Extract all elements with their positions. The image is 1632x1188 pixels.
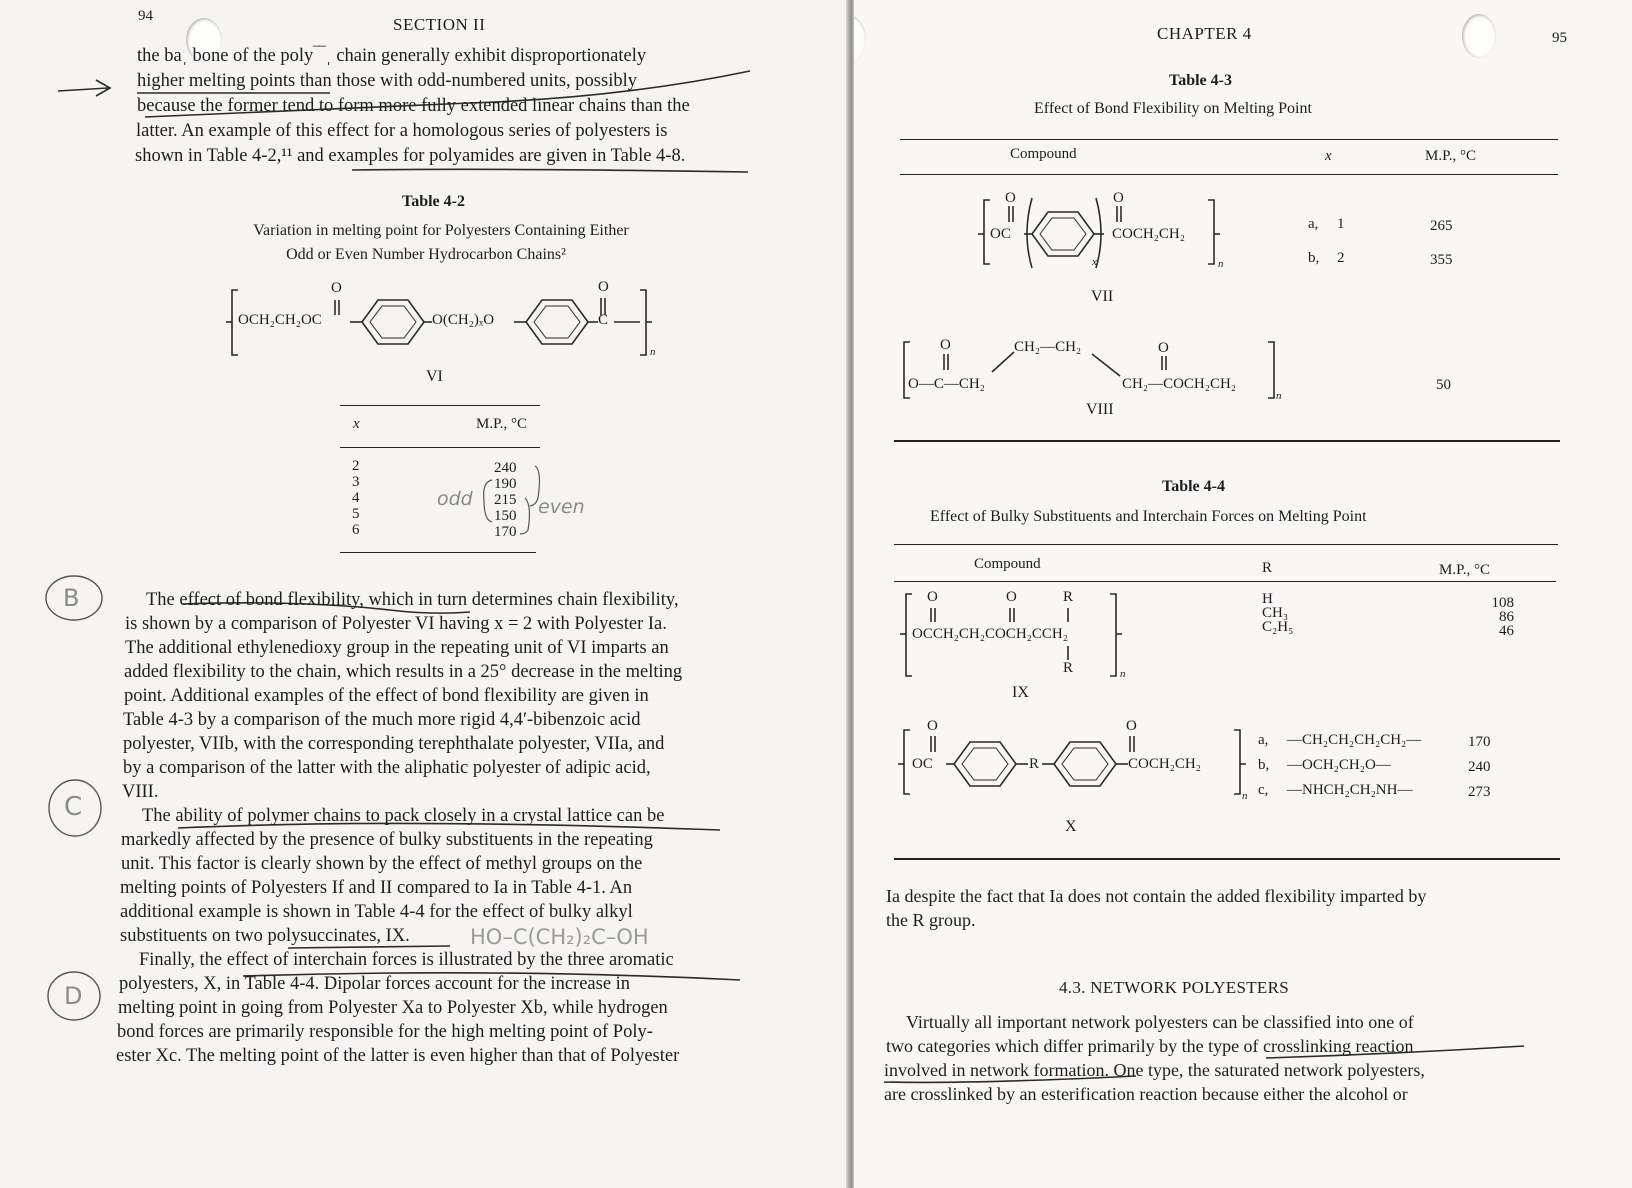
running-head: CHAPTER 4 <box>1157 24 1252 43</box>
table-cell: 108 <box>1491 595 1514 611</box>
table-cell: —CH₂CH₂CH₂CH₂— <box>1287 732 1422 748</box>
column-header-compound: Compound <box>974 556 1041 572</box>
oxygen-label: O <box>927 718 938 734</box>
group-label: OC <box>912 756 933 772</box>
table-cell: 5 <box>352 506 360 522</box>
group-label: O—C—CH₂ <box>908 376 985 392</box>
handwritten-note: even <box>538 496 585 518</box>
group-label: COCH₂CH₂ <box>1112 226 1185 242</box>
subscript-n: n <box>1120 668 1126 680</box>
column-header-x: x <box>353 416 360 432</box>
row-id: c, <box>1258 782 1269 798</box>
text-line: Finally, the effect of interchain forces is illustrated by the three aromatic <box>139 950 674 970</box>
row-id: b, <box>1308 250 1320 266</box>
column-header-mp: M.P., °C <box>1439 562 1491 578</box>
column-header-mp: M.P., °C <box>1425 148 1477 164</box>
column-header-compound: Compound <box>1010 146 1077 162</box>
structure-label: VIII <box>1086 401 1114 418</box>
text-line: because the former tend to form more fully extended linear chains than the <box>137 96 690 116</box>
handwritten-formula: HO–C(CH₂)₂C–OH <box>470 925 649 949</box>
text-line: shown in Table 4-2,¹¹ and examples for polyamides are given in Table 4-8. <box>135 146 686 166</box>
r-label: R <box>1063 660 1074 676</box>
table-cell: 50 <box>1436 377 1451 393</box>
page-number: 95 <box>1552 30 1567 46</box>
table-caption: Odd or Even Number Hydrocarbon Chains² <box>286 246 566 263</box>
table-caption: Variation in melting point for Polyesters Containing Either <box>253 222 629 239</box>
row-id: a, <box>1308 216 1319 232</box>
text-line: by a comparison of the latter with the aliphatic polyester of adipic acid, <box>123 758 651 778</box>
page-number: 94 <box>138 8 153 24</box>
oxygen-label: O <box>1005 190 1016 206</box>
r-label: R <box>1029 756 1040 772</box>
table-cell: —OCH₂CH₂O— <box>1287 757 1391 773</box>
table-cell: CH₃ <box>1262 605 1289 621</box>
table-cell: 240 <box>1468 759 1491 775</box>
text-line: added flexibility to the chain, which results in a 25° decrease in the melting <box>124 662 683 682</box>
annotation-d: D <box>64 982 83 1010</box>
oxygen-label: O <box>940 337 951 353</box>
group-label: OCCH₂CH₂COCH₂CCH₂ <box>912 626 1068 642</box>
text-line: The additional ethylenedioxy group in the repeating unit of VI imparts an <box>125 638 669 658</box>
text-line: involved in network formation. One type, the saturated network polyesters, <box>884 1060 1425 1080</box>
text-line: The effect of bond flexibility, which in turn determines chain flexibility, <box>146 590 679 610</box>
text-line: point. Additional examples of the effect of bond flexibility are given in <box>124 686 649 706</box>
structure-label: IX <box>1012 684 1029 701</box>
table-cell: 6 <box>352 522 360 538</box>
text-line: substituents on two polysuccinates, IX. <box>120 926 410 946</box>
table-cell: 355 <box>1430 252 1453 268</box>
table-cell: 1 <box>1337 216 1345 232</box>
subscript-n: n <box>1276 390 1282 402</box>
group-label: COCH₂CH₂ <box>1128 756 1201 772</box>
table-caption: Effect of Bond Flexibility on Melting Point <box>1034 100 1312 117</box>
structure-label: X <box>1065 818 1077 835</box>
r-label: R <box>1063 589 1074 605</box>
running-head: SECTION II <box>393 15 486 34</box>
text-line: Ia despite the fact that Ia does not contain the added flexibility imparted by <box>886 886 1427 906</box>
table-title: Table 4-2 <box>402 193 465 210</box>
group-label: CH₂—CH₂ <box>1014 339 1082 355</box>
text-line: markedly affected by the presence of bulky substituents in the repeating <box>121 830 653 850</box>
table-cell: 2 <box>352 458 360 474</box>
text-line: latter. An example of this effect for a homologous series of polyesters is <box>136 121 668 141</box>
table-title: Table 4-4 <box>1162 478 1225 495</box>
text-line: the R group. <box>886 910 976 930</box>
text-line: Table 4-3 by a comparison of the much more rigid 4,4′-bibenzoic acid <box>123 710 641 730</box>
handwritten-note: odd <box>437 488 473 510</box>
text-line: polyesters, X, in Table 4-4. Dipolar forces account for the increase in <box>119 974 631 994</box>
table-title: Table 4-3 <box>1169 72 1232 89</box>
column-header-x: x <box>1325 148 1332 164</box>
text-line: Virtually all important network polyesters can be classified into one of <box>906 1012 1414 1032</box>
text-line: the baˌ bone of the poly‾‾ˌ chain generally exhibit disproportionately <box>137 46 647 66</box>
group-label: CH₂—COCH₂CH₂ <box>1122 376 1237 392</box>
table-cell: 215 <box>494 492 517 508</box>
text-line: melting points of Polyesters If and II compared to Ia in Table 4-1. An <box>120 878 633 898</box>
annotation-b: B <box>63 584 80 612</box>
annotation-c: C <box>64 792 83 822</box>
text-line: The ability of polymer chains to pack closely in a crystal lattice can be <box>142 806 665 826</box>
subscript-n: n <box>1218 258 1224 270</box>
text-line: ester Xc. The melting point of the latter is even higher than that of Polyester <box>116 1046 680 1066</box>
row-id: a, <box>1258 732 1269 748</box>
structure-label: VI <box>426 368 443 385</box>
oxygen-label: O <box>331 280 342 296</box>
group-label: OCH₂CH₂OC <box>238 312 322 328</box>
subscript-n: n <box>1242 790 1248 802</box>
table-cell: 3 <box>352 474 360 490</box>
group-label: C <box>598 312 609 328</box>
text-line: melting point in going from Polyester Xa to Polyester Xb, while hydrogen <box>118 998 668 1018</box>
table-cell: 46 <box>1499 623 1514 639</box>
oxygen-label: O <box>1158 340 1169 356</box>
text-line: are crosslinked by an esterification reaction because either the alcohol or <box>884 1084 1408 1104</box>
row-id: b, <box>1258 757 1270 773</box>
group-label: OC <box>990 226 1011 242</box>
table-cell: 4 <box>352 490 360 506</box>
text-line: additional example is shown in Table 4-4 for the effect of bulky alkyl <box>120 902 633 922</box>
section-heading: 4.3. NETWORK POLYESTERS <box>1059 978 1289 997</box>
table-cell: 86 <box>1499 609 1514 625</box>
table-cell: —NHCH₂CH₂NH— <box>1287 782 1413 798</box>
table-cell: 2 <box>1337 250 1345 266</box>
oxygen-label: O <box>927 589 938 605</box>
oxygen-label: O <box>598 279 609 295</box>
column-header-mp: M.P., °C <box>476 416 528 432</box>
table-cell: C₂H₅ <box>1262 619 1294 635</box>
table-cell: 170 <box>494 524 517 540</box>
oxygen-label: O <box>1006 589 1017 605</box>
text-line: is shown by a comparison of Polyester VI having x = 2 with Polyester Ia. <box>125 614 667 634</box>
table-caption: Effect of Bulky Substituents and Interchain Forces on Melting Point <box>930 508 1367 525</box>
text-line: polyester, VIIb, with the corresponding terephthalate polyester, VIIa, and <box>123 734 665 754</box>
pen-markings-right <box>854 0 1632 1188</box>
table-cell: 170 <box>1468 734 1491 750</box>
text-line: higher melting points than those with odd-numbered units, possibly <box>137 71 637 91</box>
table-cell: 265 <box>1430 218 1453 234</box>
table-cell: H <box>1262 591 1273 607</box>
table-cell: 273 <box>1468 784 1491 800</box>
text-line: VIII. <box>122 782 159 802</box>
oxygen-label: O <box>1126 718 1137 734</box>
table-cell: 240 <box>494 460 517 476</box>
text-line: bond forces are primarily responsible for the high melting point of Poly- <box>117 1022 653 1042</box>
text-line: unit. This factor is clearly shown by the effect of methyl groups on the <box>121 854 643 874</box>
table-cell: 150 <box>494 508 517 524</box>
column-header-r: R <box>1262 560 1273 576</box>
subscript-n: n <box>650 346 656 358</box>
right-page <box>854 0 1632 1188</box>
subscript-x: x <box>1092 256 1097 268</box>
structure-label: VII <box>1091 288 1114 305</box>
group-label: O(CH₂)ₓO <box>432 312 495 328</box>
text-line: two categories which differ primarily by the type of crosslinking reaction <box>886 1036 1414 1056</box>
oxygen-label: O <box>1113 190 1124 206</box>
table-cell: 190 <box>494 476 517 492</box>
